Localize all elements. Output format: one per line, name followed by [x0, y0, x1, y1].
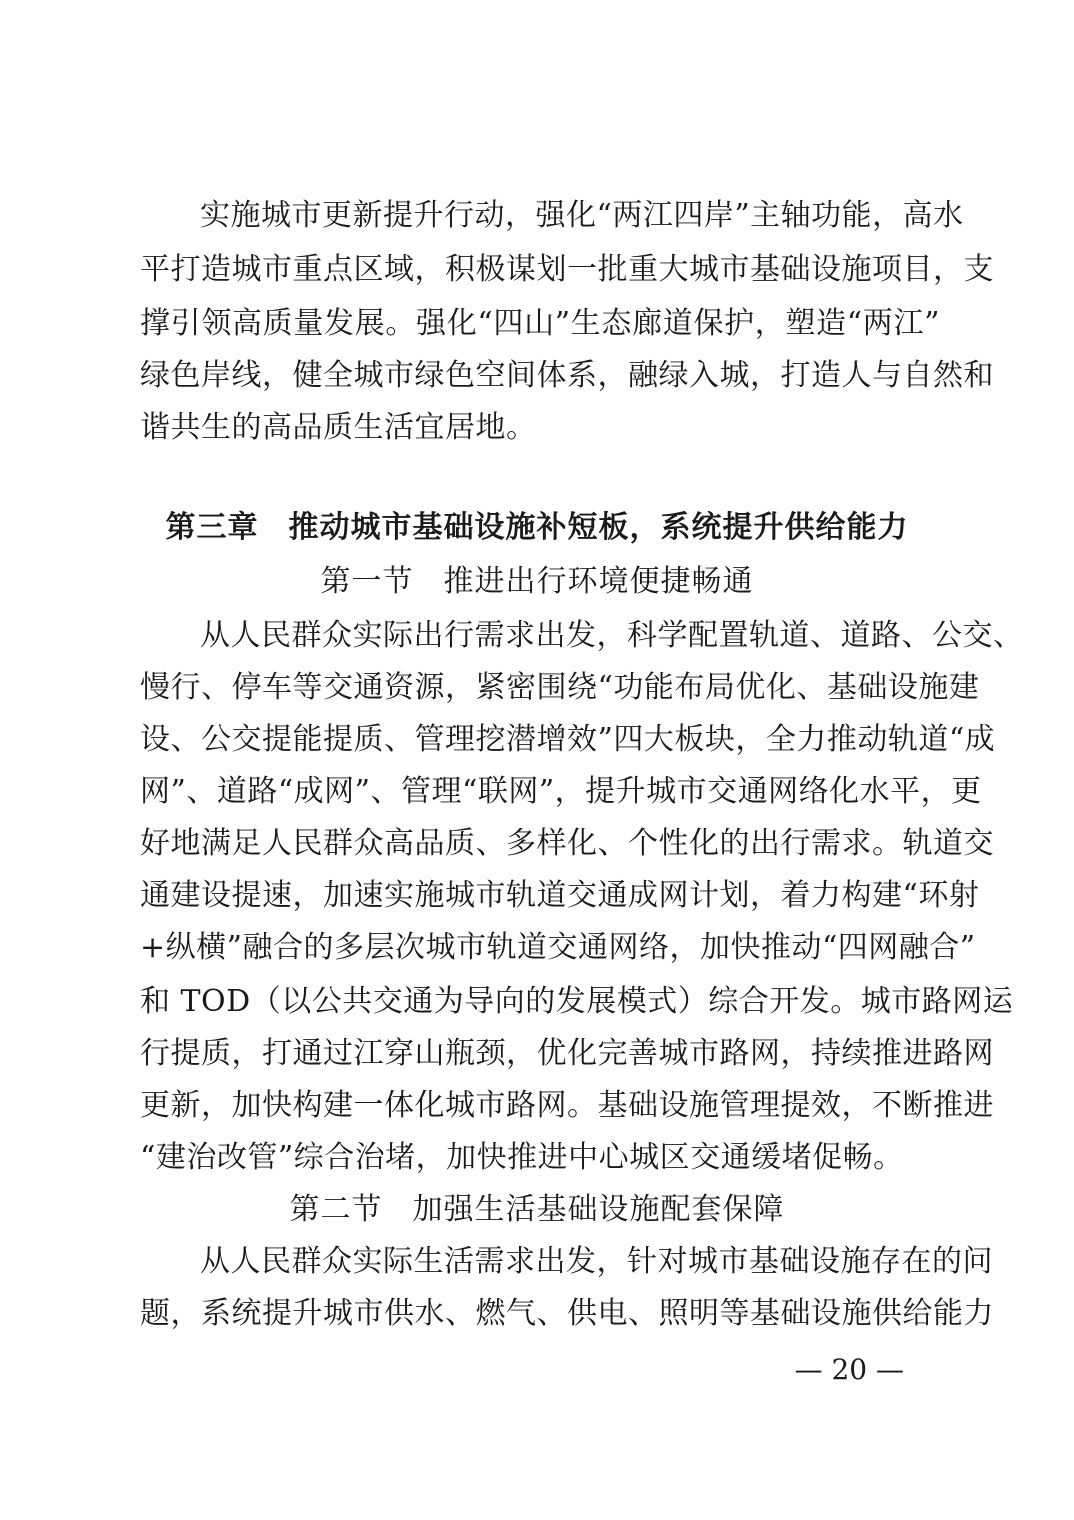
paragraph-line: 谐共生的高品质生活宜居地。 — [140, 410, 537, 445]
paragraph-line: 绿色岸线，健全城市绿色空间体系，融绿入城，打造人与自然和 — [140, 358, 994, 393]
paragraph-line: +纵横”融合的多层次城市轨道交通网络，加快推动“四网融合” — [140, 930, 976, 965]
section-number: 第一节 — [320, 564, 414, 599]
section-heading — [0, 562, 1074, 602]
paragraph-line: 从人民群众实际出行需求出发，科学配置轨道、道路、公交、 — [200, 618, 1024, 653]
section-number: 第二节 — [289, 1192, 383, 1227]
paragraph-line: 实施城市更新提升行动，强化“两江四岸”主轴功能，高水 — [200, 198, 964, 233]
paragraph-line: 设、公交提能提质、管理挖潜增效”四大板块，全力推动轨道“成 — [140, 722, 996, 757]
paragraph-line: “建治改管”综合治堵，加快推进中心城区交通缓堵促畅。 — [140, 1140, 904, 1175]
paragraph-line: 平打造城市重点区域，积极谋划一批重大城市基础设施项目，支 — [140, 252, 994, 287]
paragraph-line: 行提质，打通过江穿山瓶颈，优化完善城市路网，持续推进路网 — [140, 1036, 994, 1071]
paragraph-line: 通建设提速，加速实施城市轨道交通成网计划，着力构建“环射 — [140, 878, 980, 913]
chapter-number: 第三章 — [165, 510, 259, 545]
paragraph-line: 题，系统提升城市供水、燃气、供电、照明等基础设施供给能力 — [140, 1296, 994, 1331]
paragraph-line: 网”、道路“成网”、管理“联网”，提升城市交通网络化水平，更 — [140, 774, 982, 809]
section-heading — [0, 1190, 1074, 1230]
chapter-heading — [0, 508, 1074, 548]
page-number: — 20 — — [794, 1353, 904, 1386]
section-title: 加强生活基础设施配套保障 — [412, 1192, 785, 1227]
section-title: 推进出行环境便捷畅通 — [443, 564, 754, 599]
paragraph-line: 慢行、停车等交通资源，紧密围绕“功能布局优化、基础设施建 — [140, 670, 980, 705]
paragraph-line: 更新，加快构建一体化城市路网。基础设施管理提效，不断推进 — [140, 1088, 994, 1123]
paragraph-line: 好地满足人民群众高品质、多样化、个性化的出行需求。轨道交 — [140, 826, 994, 861]
paragraph-line: 撑引领高质量发展。强化“四山”生态廊道保护，塑造“两江” — [140, 306, 940, 341]
paragraph-line: 和 TOD（以公共交通为导向的发展模式）综合开发。城市路网运 — [140, 984, 1014, 1019]
chapter-title: 推动城市基础设施补短板，系统提升供给能力 — [288, 510, 909, 545]
paragraph-line: 从人民群众实际生活需求出发，针对城市基础设施存在的问 — [200, 1244, 993, 1279]
